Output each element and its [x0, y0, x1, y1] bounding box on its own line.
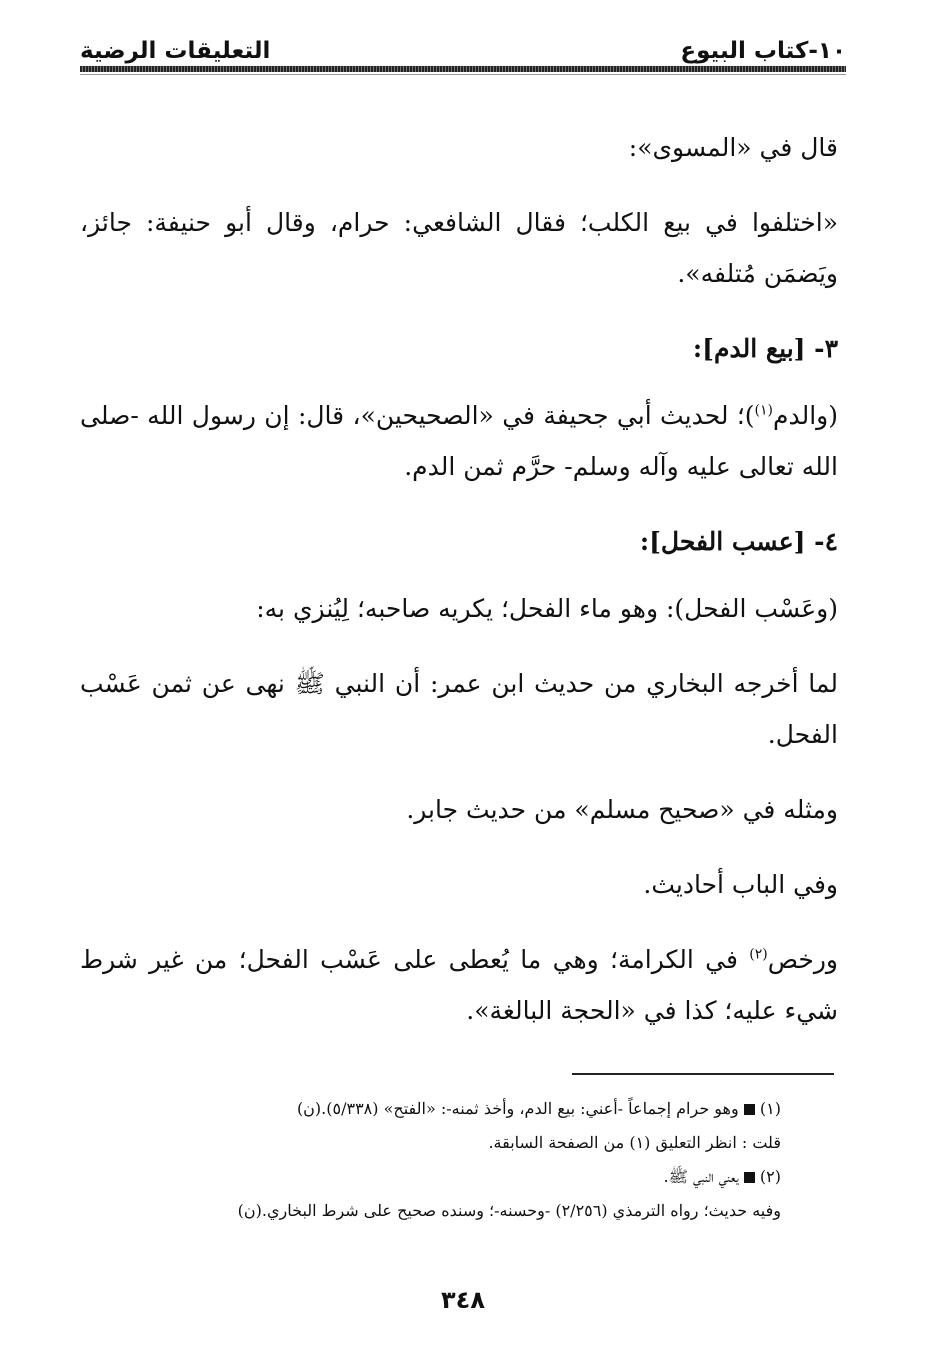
running-header [80, 34, 846, 64]
footnote-2-comment: وفيه حديث؛ رواه الترمذي (٢/٢٥٦) -وحسنه-؛ وسنده صحيح على شرط البخاري.(ن) [237, 1201, 781, 1220]
footnote-ref-2: (٢) [749, 946, 768, 963]
footnote-2: (٢) يعني النبي ﷺ. [663, 1167, 781, 1186]
book-title: التعليقات الرضية [80, 38, 271, 64]
body-text [80, 122, 838, 1060]
paragraph-stud-definition: (وعَسْب الفحل): وهو ماء الفحل؛ يكريه صاحبه؛ لِيُنزي به: [256, 594, 838, 623]
header-rule [80, 66, 846, 72]
paragraph-other-hadith: وفي الباب أحاديث. [643, 870, 838, 899]
footnote-1-comment: قلت : انظر التعليق (١) من الصفحة السابقة. [488, 1133, 781, 1152]
footnote-ref-1: (١) [754, 402, 773, 419]
footnote-1: (١) وهو حرام إجماعاً -أعني: بيع الدم، وأخذ ثمنه-: «الفتح» (٥/٣٣٨).(ن) [296, 1099, 781, 1118]
header-rule-thin [80, 74, 846, 75]
footnote-separator [572, 1073, 834, 1075]
footnotes [118, 1092, 781, 1228]
heading-stud-fee: ٤- [عسب الفحل]: [639, 527, 838, 556]
page-number: ٣٤٨ [441, 1286, 485, 1314]
paragraph-dog-sale: «اختلفوا في بيع الكلب؛ فقال الشافعي: حرام، وقال أبو حنيفة: جائز، ويَضمَن مُتلفه». [80, 208, 838, 288]
paragraph-concession: ورخص$^{(٢)}$ في الكرامة؛ وهي ما يُعطى على عَسْب الفحل؛ من غير شرط شيء عليه؛ كذا في «الحجة البالغة». [80, 945, 838, 1025]
paragraph-muslim: ومثله في «صحيح مسلم» من حديث جابر. [406, 795, 838, 824]
paragraph-musawwa-intro: قال في «المسوى»: [628, 133, 838, 162]
chapter-title: ١٠-كتاب البيوع [680, 38, 846, 64]
heading-blood-sale: ٣- [بيع الدم]: [692, 334, 838, 363]
square-bullet-icon [744, 1104, 755, 1115]
paragraph-blood: (والدم$^{(١)}$)؛ لحديث أبي جحيفة في «الصحيحين»، قال: إن رسول الله -صلى الله تعالى عليه وآله وسلم- حرَّم ثمن الدم. [80, 401, 838, 481]
paragraph-bukhari: لما أخرجه البخاري من حديث ابن عمر: أن النبي ﷺ نهى عن ثمن عَسْب الفحل. [80, 669, 838, 749]
square-bullet-icon [744, 1172, 755, 1183]
